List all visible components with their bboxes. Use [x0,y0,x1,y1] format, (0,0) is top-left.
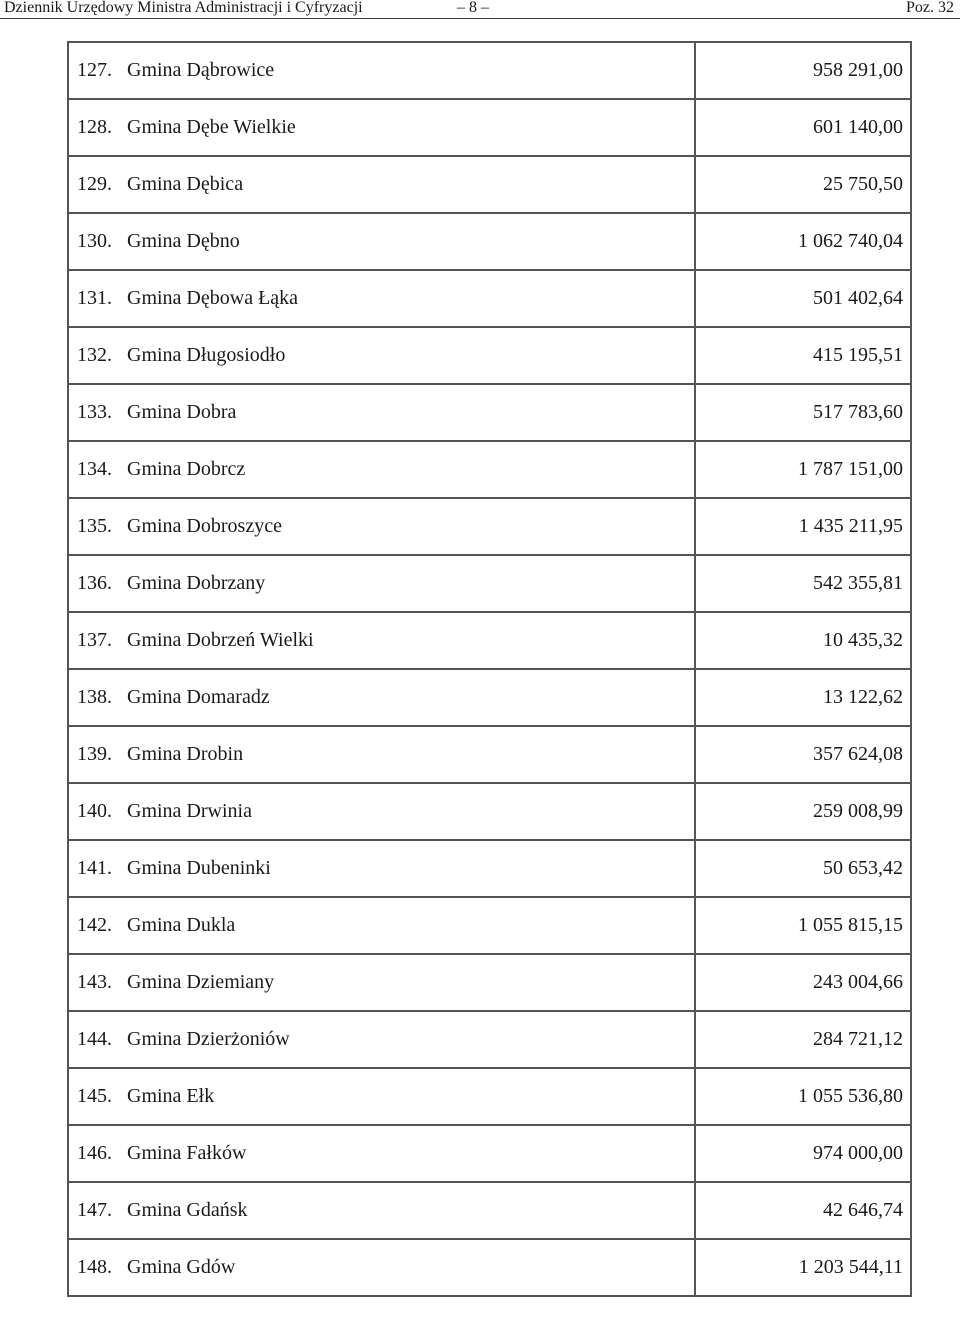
municipality-name: Gmina Dobrzany [127,572,266,594]
row-number: 145. [77,1085,112,1107]
allocation-table-body [68,42,911,1296]
municipality-name: Gmina Gdańsk [127,1199,248,1221]
table-row [68,1068,911,1125]
municipality-cell [68,1182,695,1239]
amount-cell: 25 750,50 [695,156,911,213]
municipality-cell [68,384,695,441]
municipality-cell [68,1068,695,1125]
amount-cell: 42 646,74 [695,1182,911,1239]
row-number: 131. [77,287,112,309]
row-number: 136. [77,572,112,594]
allocation-table [67,41,912,1297]
row-number: 134. [77,458,112,480]
table-row [68,726,911,783]
table-row [68,612,911,669]
municipality-name: Gmina Dzierżoniów [127,1028,290,1050]
row-number: 137. [77,629,112,651]
table-row [68,669,911,726]
table-row [68,1182,911,1239]
amount-cell: 974 000,00 [695,1125,911,1182]
municipality-name: Gmina Domaradz [127,686,270,708]
municipality-name: Gmina Dębno [127,230,240,252]
table-row [68,954,911,1011]
amount-cell: 10 435,32 [695,612,911,669]
table-row [68,498,911,555]
row-number: 130. [77,230,112,252]
amount-cell: 1 062 740,04 [695,213,911,270]
municipality-cell [68,270,695,327]
municipality-cell [68,840,695,897]
amount-cell: 50 653,42 [695,840,911,897]
municipality-name: Gmina Dobrcz [127,458,246,480]
municipality-name: Gmina Dobra [127,401,237,423]
table-row [68,1239,911,1296]
municipality-cell [68,726,695,783]
table-row [68,327,911,384]
amount-cell: 1 055 815,15 [695,897,911,954]
row-number: 132. [77,344,112,366]
municipality-cell [68,669,695,726]
amount-cell: 13 122,62 [695,669,911,726]
table-row [68,213,911,270]
amount-cell: 542 355,81 [695,555,911,612]
municipality-name: Gmina Dobrzeń Wielki [127,629,314,651]
municipality-name: Gmina Dębica [127,173,244,195]
table-row [68,555,911,612]
row-number: 146. [77,1142,112,1164]
position-number: Poz. 32 [906,0,954,16]
table-row [68,42,911,99]
municipality-cell [68,156,695,213]
amount-cell: 259 008,99 [695,783,911,840]
municipality-name: Gmina Ełk [127,1085,215,1107]
municipality-name: Gmina Dąbrowice [127,59,275,81]
amount-cell: 357 624,08 [695,726,911,783]
row-number: 128. [77,116,112,138]
municipality-name: Gmina Długosiodło [127,344,286,366]
row-number: 147. [77,1199,112,1221]
municipality-cell [68,897,695,954]
municipality-cell [68,99,695,156]
municipality-cell [68,1011,695,1068]
row-number: 143. [77,971,112,993]
municipality-cell [68,327,695,384]
row-number: 127. [77,59,112,81]
municipality-cell [68,954,695,1011]
municipality-name: Gmina Dubeninki [127,857,271,879]
row-number: 144. [77,1028,112,1050]
row-number: 141. [77,857,112,879]
amount-cell: 517 783,60 [695,384,911,441]
row-number: 148. [77,1256,112,1278]
municipality-name: Gmina Gdów [127,1256,236,1278]
table-row [68,840,911,897]
row-number: 135. [77,515,112,537]
row-number: 129. [77,173,112,195]
row-number: 142. [77,914,112,936]
municipality-name: Gmina Dziemiany [127,971,275,993]
amount-cell: 1 055 536,80 [695,1068,911,1125]
row-number: 139. [77,743,112,765]
row-number: 140. [77,800,112,822]
municipality-name: Gmina Dobroszyce [127,515,282,537]
municipality-name: Gmina Dębowa Łąka [127,287,299,309]
municipality-cell [68,441,695,498]
table-row [68,384,911,441]
page-number: – 8 – [457,0,489,16]
table-row [68,99,911,156]
journal-title: Dziennik Urzędowy Ministra Administracji i Cyfryzacji [4,0,363,16]
amount-cell: 501 402,64 [695,270,911,327]
municipality-name: Gmina Fałków [127,1142,247,1164]
municipality-cell [68,783,695,840]
municipality-name: Gmina Drobin [127,743,244,765]
municipality-cell [68,1125,695,1182]
amount-cell: 1 787 151,00 [695,441,911,498]
municipality-name: Gmina Drwinia [127,800,252,822]
amount-cell: 1 203 544,11 [695,1239,911,1296]
amount-cell: 1 435 211,95 [695,498,911,555]
table-row [68,1011,911,1068]
amount-cell: 601 140,00 [695,99,911,156]
table-row [68,156,911,213]
municipality-name: Gmina Dukla [127,914,236,936]
amount-cell: 415 195,51 [695,327,911,384]
amount-cell: 284 721,12 [695,1011,911,1068]
municipality-cell [68,498,695,555]
amount-cell: 958 291,00 [695,42,911,99]
municipality-cell [68,1239,695,1296]
amount-cell: 243 004,66 [695,954,911,1011]
page-header [0,0,960,19]
table-row [68,783,911,840]
municipality-cell [68,555,695,612]
municipality-cell [68,42,695,99]
table-row [68,441,911,498]
table-row [68,897,911,954]
row-number: 133. [77,401,112,423]
row-number: 138. [77,686,112,708]
table-row [68,270,911,327]
municipality-name: Gmina Dębe Wielkie [127,116,296,138]
municipality-cell [68,612,695,669]
table-row [68,1125,911,1182]
municipality-cell [68,213,695,270]
